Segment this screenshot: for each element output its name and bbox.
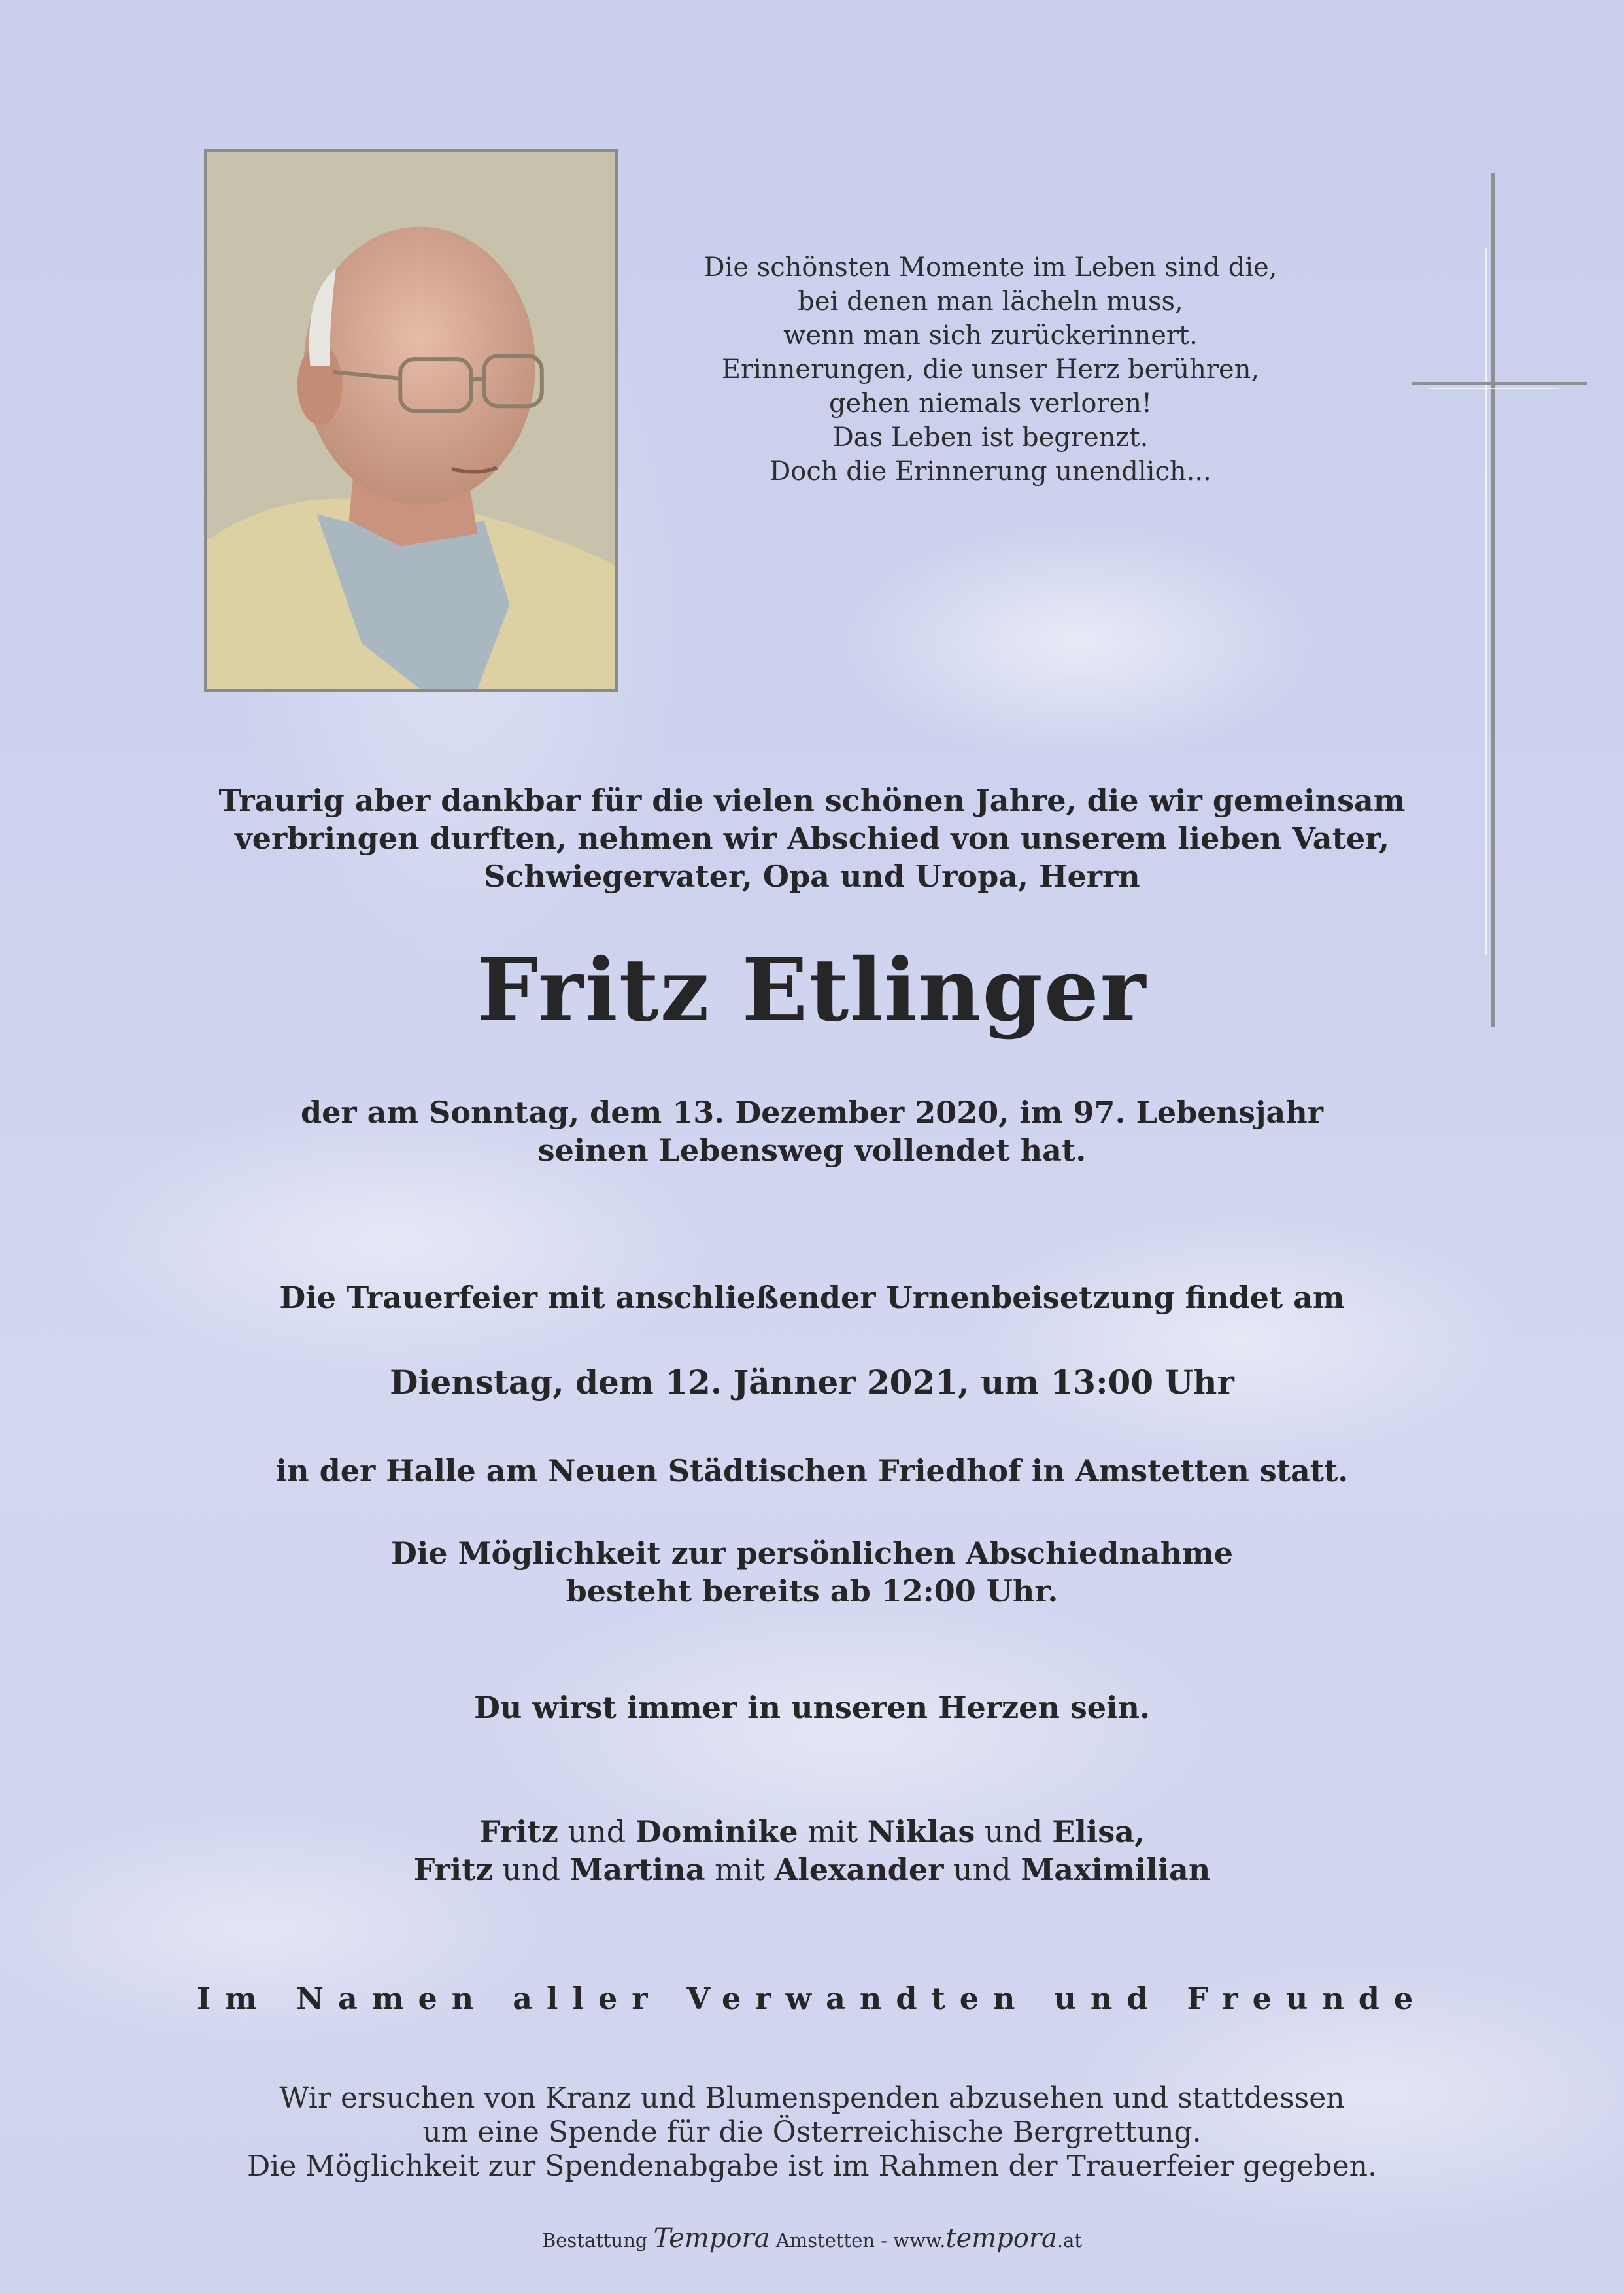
quote-block: [660, 250, 1321, 488]
intro-line: Traurig aber dankbar für die vielen schönen Jahre, die wir gemeinsam: [218, 783, 1406, 818]
cross-horizontal-highlight: [1429, 388, 1559, 389]
intro-line: Schwiegervater, Opa und Uropa, Herrn: [484, 859, 1140, 894]
viewing-info: [0, 1534, 1624, 1610]
family-joiner: mit: [798, 1814, 868, 1849]
family-joiner: und: [492, 1852, 570, 1887]
quote-line: bei denen man lächeln muss,: [798, 286, 1183, 317]
donation-line: Wir ersuchen von Kranz und Blumenspenden abzusehen und stattdessen: [279, 2081, 1345, 2115]
quote-line: wenn man sich zurückerinnert.: [783, 320, 1198, 351]
family-name: Niklas: [867, 1814, 975, 1849]
cross-horizontal-bar: [1412, 382, 1587, 385]
donation-notice: [0, 2081, 1624, 2183]
family-name: Elisa,: [1052, 1814, 1145, 1849]
cross-vertical-bar: [1491, 173, 1495, 1027]
quote-line: Erinnerungen, die unser Herz berühren,: [721, 354, 1260, 385]
quote-line: gehen niemals verloren!: [828, 388, 1153, 419]
ceremony-intro: Die Trauerfeier mit anschließender Urnenbeisetzung findet am: [279, 1280, 1345, 1315]
quote-line: Die schönsten Momente im Leben sind die,: [703, 252, 1277, 282]
ceremony-date: Dienstag, dem 12. Jänner 2021, um 13:00 Uhr: [390, 1363, 1234, 1401]
footer-credit: [0, 2225, 1624, 2253]
family-line-2: [0, 1851, 1624, 1889]
family-joiner: und: [558, 1814, 635, 1849]
ceremony-place: in der Halle am Neuen Städtischen Friedhof in Amstetten statt.: [275, 1453, 1349, 1488]
family-name: Fritz: [479, 1814, 558, 1849]
family-joiner: und: [975, 1814, 1053, 1849]
family-name: Dominike: [635, 1814, 798, 1849]
viewing-line: besteht bereits ab 12:00 Uhr.: [566, 1573, 1058, 1609]
intro-line: verbringen durften, nehmen wir Abschied von unserem lieben Vater,: [235, 821, 1389, 856]
family-line-1: [0, 1813, 1624, 1851]
family-name: Maximilian: [1021, 1852, 1211, 1887]
family-name: Fritz: [413, 1852, 493, 1887]
donation-line: um eine Spende für die Österreichische Bergrettung.: [422, 2115, 1202, 2149]
relatives-line: Im Namen aller Verwandten und Freunde: [196, 1981, 1428, 2016]
quote-line: Doch die Erinnerung unendlich...: [770, 456, 1211, 487]
death-line: seinen Lebensweg vollendet hat.: [537, 1133, 1087, 1168]
family-name: Martina: [569, 1852, 705, 1887]
farewell-line: Du wirst immer in unseren Herzen sein.: [473, 1690, 1150, 1725]
portrait-illustration: [207, 152, 615, 689]
family-name: Alexander: [774, 1852, 944, 1887]
footer-prefix: Bestattung: [541, 2229, 654, 2251]
family-signatures: [0, 1813, 1624, 1889]
family-joiner: mit: [705, 1852, 775, 1887]
footer-brand: Tempora: [653, 2223, 770, 2253]
footer-suffix[interactable]: .at: [1057, 2229, 1083, 2251]
death-notice: [0, 1093, 1624, 1169]
donation-line: Die Möglichkeit zur Spendenabgabe ist im Rahmen der Trauerfeier gegeben.: [247, 2149, 1377, 2183]
death-line: der am Sonntag, dem 13. Dezember 2020, im 97. Lebensjahr: [300, 1095, 1324, 1130]
quote-line: Das Leben ist begrenzt.: [832, 422, 1149, 453]
portrait-photo: [204, 149, 618, 692]
footer-middle[interactable]: Amstetten - www.: [770, 2229, 946, 2251]
footer-domain-brand[interactable]: tempora: [945, 2223, 1057, 2253]
viewing-line: Die Möglichkeit zur persönlichen Abschiednahme: [390, 1535, 1234, 1571]
intro-text: [0, 781, 1624, 895]
deceased-name: Fritz Etlinger: [477, 940, 1147, 1041]
family-joiner: und: [943, 1852, 1021, 1887]
